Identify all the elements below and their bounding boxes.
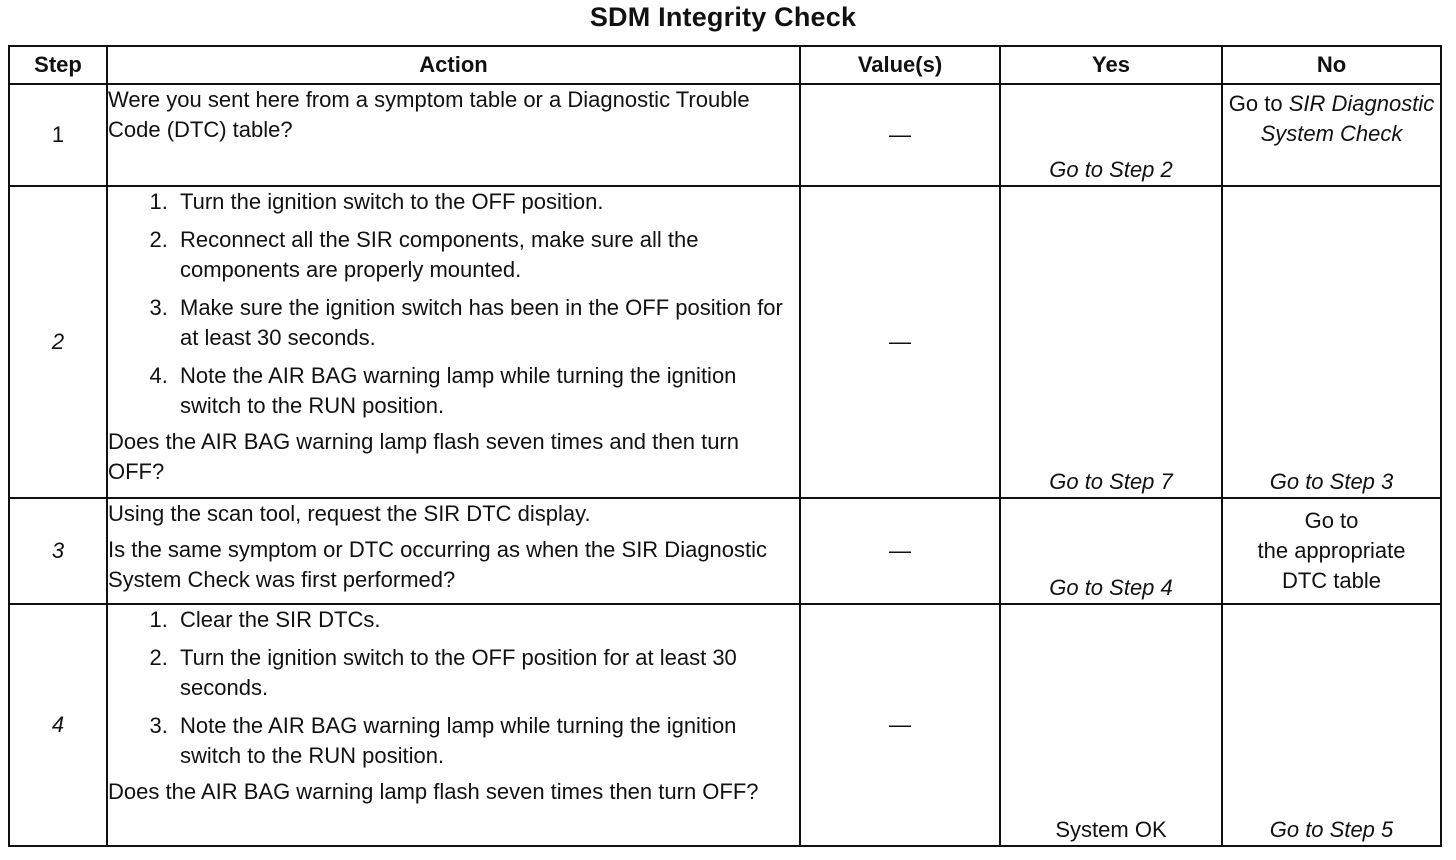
action-question: Is the same symptom or DTC occurring as when the SIR Diagnostic System Check was first performed? xyxy=(108,537,768,592)
action-step-item: 1. Turn the ignition switch to the OFF position. xyxy=(174,187,799,217)
action-cell xyxy=(107,498,800,604)
action-step-list xyxy=(108,187,799,421)
no-line: Go to xyxy=(1304,508,1359,533)
value-cell: — xyxy=(800,604,1000,846)
yes-cell: Go to Step 2 xyxy=(1000,84,1222,186)
no-cell: Go to Step 3 xyxy=(1222,186,1441,498)
action-step-item: 3. Note the AIR BAG warning lamp while turning the ignition switch to the RUN position. xyxy=(174,711,799,771)
column-header-step: Step xyxy=(9,46,107,84)
no-line: DTC table xyxy=(1281,568,1382,593)
no-reference: SIR Diagnostic System Check xyxy=(1260,91,1435,146)
action-step-item: 1. Clear the SIR DTCs. xyxy=(174,605,799,635)
step-number: 3 xyxy=(9,498,107,604)
page-title: SDM Integrity Check xyxy=(589,2,857,32)
yes-cell: System OK xyxy=(1000,604,1222,846)
step-number: 1 xyxy=(9,84,107,186)
table-row-step-4 xyxy=(9,604,1441,846)
action-step-item: 3. Make sure the ignition switch has been in the OFF position for at least 30 seconds. xyxy=(174,293,799,353)
no-line: the appropriate xyxy=(1257,538,1406,563)
no-cell xyxy=(1222,498,1441,604)
column-header-yes: Yes xyxy=(1000,46,1222,84)
column-header-action: Action xyxy=(107,46,800,84)
column-header-values: Value(s) xyxy=(800,46,1000,84)
action-question: Does the AIR BAG warning lamp flash seven times then turn OFF? xyxy=(108,779,759,804)
action-step-item: 2. Turn the ignition switch to the OFF position for at least 30 seconds. xyxy=(174,643,799,703)
action-cell xyxy=(107,84,800,186)
table-row-step-3 xyxy=(9,498,1441,604)
header-row xyxy=(9,46,1441,84)
yes-cell: Go to Step 7 xyxy=(1000,186,1222,498)
step-number: 4 xyxy=(9,604,107,846)
no-cell: Go to Step 5 xyxy=(1222,604,1441,846)
value-cell: — xyxy=(800,186,1000,498)
no-cell xyxy=(1222,84,1441,186)
action-step-item: 4. Note the AIR BAG warning lamp while turning the ignition switch to the RUN position. xyxy=(174,361,799,421)
sdm-integrity-check-table xyxy=(8,45,1442,847)
action-instruction: Using the scan tool, request the SIR DTC display. xyxy=(108,501,591,526)
table-row-step-2 xyxy=(9,186,1441,498)
value-cell: — xyxy=(800,498,1000,604)
step-number: 2 xyxy=(9,186,107,498)
yes-cell: Go to Step 4 xyxy=(1000,498,1222,604)
action-cell xyxy=(107,604,800,846)
action-question: Does the AIR BAG warning lamp flash seven times and then turn OFF? xyxy=(108,429,739,484)
action-cell xyxy=(107,186,800,498)
action-question: Were you sent here from a symptom table or a Diagnostic Trouble Code (DTC) table? xyxy=(108,87,750,142)
value-cell: — xyxy=(800,84,1000,186)
action-step-list xyxy=(108,605,799,771)
table-row-step-1 xyxy=(9,84,1441,186)
action-step-item: 2. Reconnect all the SIR components, make sure all the components are properly mounted. xyxy=(174,225,799,285)
column-header-no: No xyxy=(1222,46,1441,84)
no-prefix: Go to xyxy=(1228,91,1289,116)
